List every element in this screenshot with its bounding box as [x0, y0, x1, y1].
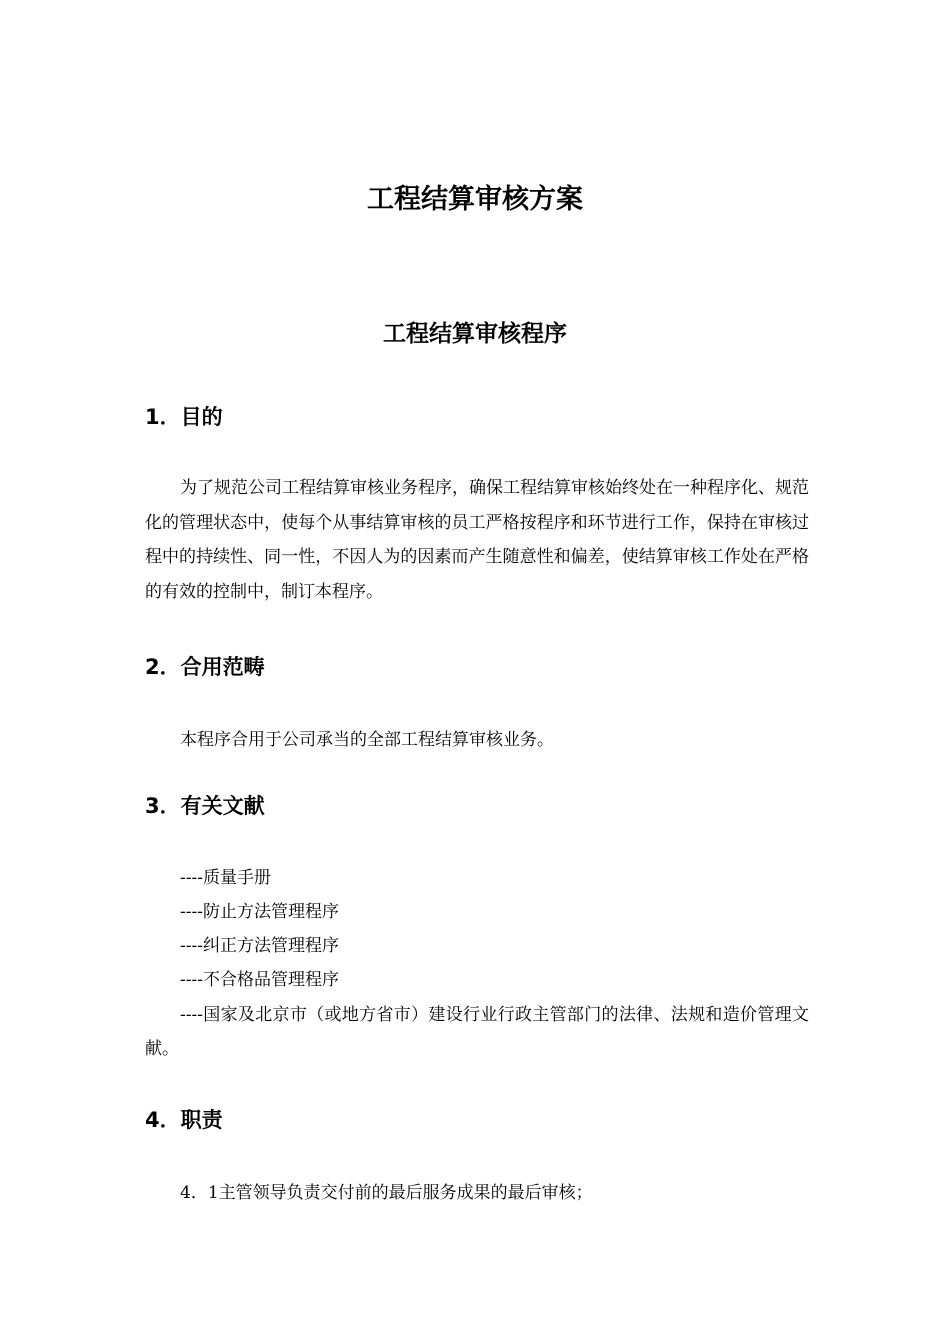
reference-item: ----质量手册 [180, 868, 271, 888]
section-paragraph-duties: 4．1主管领导负责交付前的最后服务成果的最后审核； [180, 1183, 593, 1203]
section-paragraph-scope: 本程序合用于公司承当的全部工程结算审核业务。 [180, 730, 554, 750]
section-heading-purpose: 1．目的 [145, 405, 223, 429]
reference-item: ----纠正方法管理程序 [180, 936, 339, 956]
document-title: 工程结算审核方案 [367, 184, 583, 215]
section-heading-references: 3．有关文献 [145, 794, 265, 818]
reference-item: ----不合格品管理程序 [180, 970, 339, 990]
section-paragraph-purpose: 为了规范公司工程结算审核业务程序，确保工程结算审核始终处在一种程序化、规范化的管理状态中，使每个从事结算审核的员工严格按程序和环节进行工作，保持在审核过程中的持续性、同一性，不因人为的因素而产生随意性和偏差，使结算审核工作处在严格的有效的控制中，制订本程序。 [145, 478, 809, 602]
section-heading-duties: 4．职责 [145, 1108, 223, 1132]
reference-item: ----国家及北京市（或地方省市）建设行业行政主管部门的法律、法规和造价管理文献。 [145, 1005, 809, 1059]
section-heading-scope: 2．合用范畴 [145, 655, 265, 679]
document-subtitle: 工程结算审核程序 [383, 321, 567, 347]
reference-item: ----防止方法管理程序 [180, 902, 339, 922]
